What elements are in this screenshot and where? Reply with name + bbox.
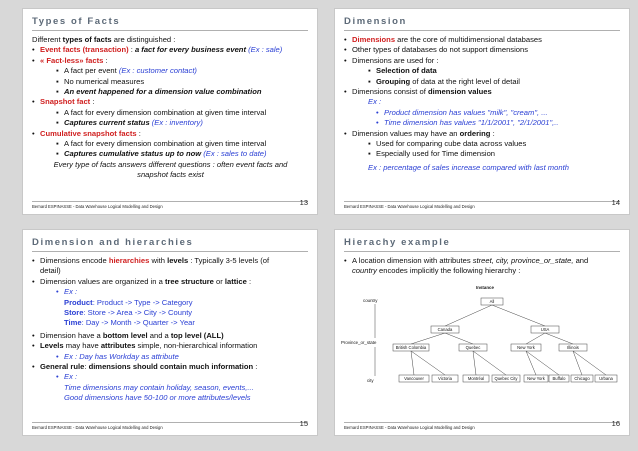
node-city: Chicago: [574, 376, 590, 381]
bullet-line: • Cumulative snapshot facts :: [32, 128, 141, 138]
node-city: Buffalo: [552, 376, 566, 381]
footer-text: Bernard ESPINASSE - Data Warehouse Logical Modelling and Design: [32, 204, 163, 209]
page-number: 13: [299, 198, 308, 207]
tree-edge: [445, 305, 492, 326]
slide-body: [344, 35, 621, 173]
tree-edge: [526, 333, 545, 344]
tree-edge: [411, 333, 445, 344]
sub-bullet-line: ▪ Captures current status (Ex : inventory): [56, 118, 203, 128]
slide-15: [22, 229, 318, 436]
footer-text: Bernard ESPINASSE - Data Warehouse Logical Modelling and Design: [344, 204, 475, 209]
hierarchy-line: Product: Product -> Type -> Category: [64, 297, 193, 307]
title-rule: [344, 30, 620, 31]
node-state: British Colombia: [395, 345, 427, 350]
hierarchy-line: Time: Day -> Month -> Quarter -> Year: [64, 318, 195, 328]
node-city: Victoria: [438, 376, 452, 381]
sub-bullet-line: ▪ An event happened for a dimension value combination: [56, 87, 262, 97]
tree-edge: [411, 351, 445, 375]
title-rule: [32, 251, 308, 252]
slide-body: [344, 256, 621, 277]
slide-footer: [344, 419, 620, 430]
node-city: Urbana: [599, 376, 613, 381]
bullet-line: • Dimensions encode hierarchies with levels : Typically 3-5 levels (of: [32, 256, 270, 265]
footer-text: Bernard ESPINASSE - Data Warehouse Logical Modelling and Design: [32, 425, 163, 430]
bullet-line: • General rule: dimensions should contain much information :: [32, 362, 258, 372]
level-label-country: country: [363, 298, 378, 303]
slide-body: [32, 35, 309, 181]
sub-bullet-line: • Ex :: [56, 287, 78, 297]
bullet-line: • « Fact-less» facts :: [32, 55, 108, 65]
slide-footer: [344, 198, 620, 209]
node-city: Quebec City: [494, 376, 518, 381]
hierarchy-line: Store: Store -> Area -> City -> County: [64, 308, 193, 318]
text-line: Different types of facts are distinguished :: [32, 35, 176, 44]
example-line: Good dimensions have 50-100 or more attributes/levels: [64, 393, 251, 403]
tree-nodes: [393, 298, 617, 382]
node-state: Quebec: [465, 345, 481, 350]
node-state: New York: [517, 345, 535, 350]
example-label: Ex :: [368, 97, 382, 107]
closing-note: Every type of facts answers different questions : often event facts and: [53, 159, 288, 169]
sub-bullet-line: ▪ A fact for every dimension combination at given time interval: [56, 107, 267, 117]
sub-bullet-line: ▪ A fact for every dimension combination at given time interval: [56, 139, 267, 149]
node-state: Illinois: [567, 345, 579, 350]
bullet-line: • Other types of databases do not support dimensions: [344, 45, 529, 55]
slide-body: [32, 256, 309, 404]
sub-bullet-line: • Time dimension has values "1/1/2001", "2/1/2001",..: [376, 118, 559, 128]
slide-footer: [32, 419, 308, 430]
bullet-line: • Dimension values are organized in a tree structure or lattice :: [32, 276, 252, 286]
title-rule: [32, 30, 308, 31]
page-number: 14: [611, 198, 620, 207]
sub-bullet-line: ▪ Selection of data: [368, 66, 437, 76]
footer-text: Bernard ESPINASSE - Data Warehouse Logical Modelling and Design: [344, 425, 475, 430]
node-country: USA: [540, 327, 550, 332]
tree-edge: [473, 351, 506, 375]
node-root: All: [489, 299, 495, 304]
node-city: Montréal: [467, 376, 485, 381]
tree-edge: [545, 333, 573, 344]
diagram-heading: Instance: [476, 285, 494, 290]
tree-edge: [445, 333, 473, 344]
bullet-line: • Levels may have attributes simple, non-hierarchical information: [32, 341, 258, 351]
level-label-province: Province_or_state: [341, 340, 377, 345]
slide-title: Dimension: [344, 16, 407, 27]
bullet-line: • Dimension have a bottom level and a top level (ALL): [32, 330, 224, 340]
sub-bullet-line: ▪ No numerical measures: [56, 76, 145, 86]
sub-bullet-line: • Product dimension has values "milk", "cream", ...: [376, 107, 548, 117]
slide-title: Types of Facts: [32, 16, 121, 27]
bullet-line: • Event facts (transaction) : a fact for every business event (Ex : sale): [32, 45, 283, 55]
bullet-line: • Dimension values may have an ordering :: [344, 128, 495, 138]
tree-edge: [473, 351, 476, 375]
bullet-line: • A location dimension with attributes street, city, province_or_state, and: [344, 256, 589, 265]
sub-bullet-line: ▪ Especially used for Time dimension: [368, 149, 496, 159]
slide-14: [334, 8, 630, 215]
tree-edge: [492, 305, 545, 326]
sub-bullet-line: • Ex : Day has Workday as attribute: [56, 351, 179, 361]
page-number: 16: [611, 419, 620, 428]
bullet-line: • Snapshot fact :: [32, 97, 95, 107]
bullet-line: • Dimensions consist of dimension values: [344, 87, 492, 97]
sub-bullet-line: • Ex :: [56, 372, 78, 382]
node-city: New York: [527, 376, 545, 381]
node-city: Vancouver: [404, 376, 424, 381]
title-rule: [344, 251, 620, 252]
slide-footer: [32, 198, 308, 209]
slide-16: [334, 229, 630, 436]
slide-title: Hierachy example: [344, 237, 451, 248]
closing-note: snapshot facts exist: [137, 170, 204, 180]
page-number: 15: [299, 419, 308, 428]
slide-13: [22, 8, 318, 215]
bullet-continuation: country encodes implicitly the following hierarchy :: [352, 266, 521, 276]
tree-edge: [411, 351, 414, 375]
level-label-city: city: [367, 378, 374, 383]
tree-edge: [573, 351, 582, 375]
bullet-line: • Dimensions are the core of multidimensional databases: [344, 35, 542, 44]
sub-bullet-line: ▪ Used for comparing cube data across values: [368, 139, 527, 149]
example-line: Time dimensions may contain holiday, season, events,...: [64, 382, 254, 392]
sub-bullet-line: ▪ A fact per event (Ex : customer contact): [56, 66, 197, 76]
tree-edge: [573, 351, 606, 375]
sub-bullet-line: ▪ Captures cumulative status up to now (Ex : sales to date): [56, 149, 267, 159]
bullet-line: • Dimensions are used for :: [344, 55, 439, 65]
slide-title: Dimension and hierarchies: [32, 237, 194, 248]
sub-bullet-line: ▪ Grouping of data at the right level of detail: [368, 76, 520, 86]
example-line: Ex : percentage of sales increase compared with last month: [368, 162, 569, 172]
bullet-continuation: detail): [40, 266, 61, 276]
node-country: Canada: [437, 327, 453, 332]
hierarchy-diagram: [335, 278, 630, 428]
